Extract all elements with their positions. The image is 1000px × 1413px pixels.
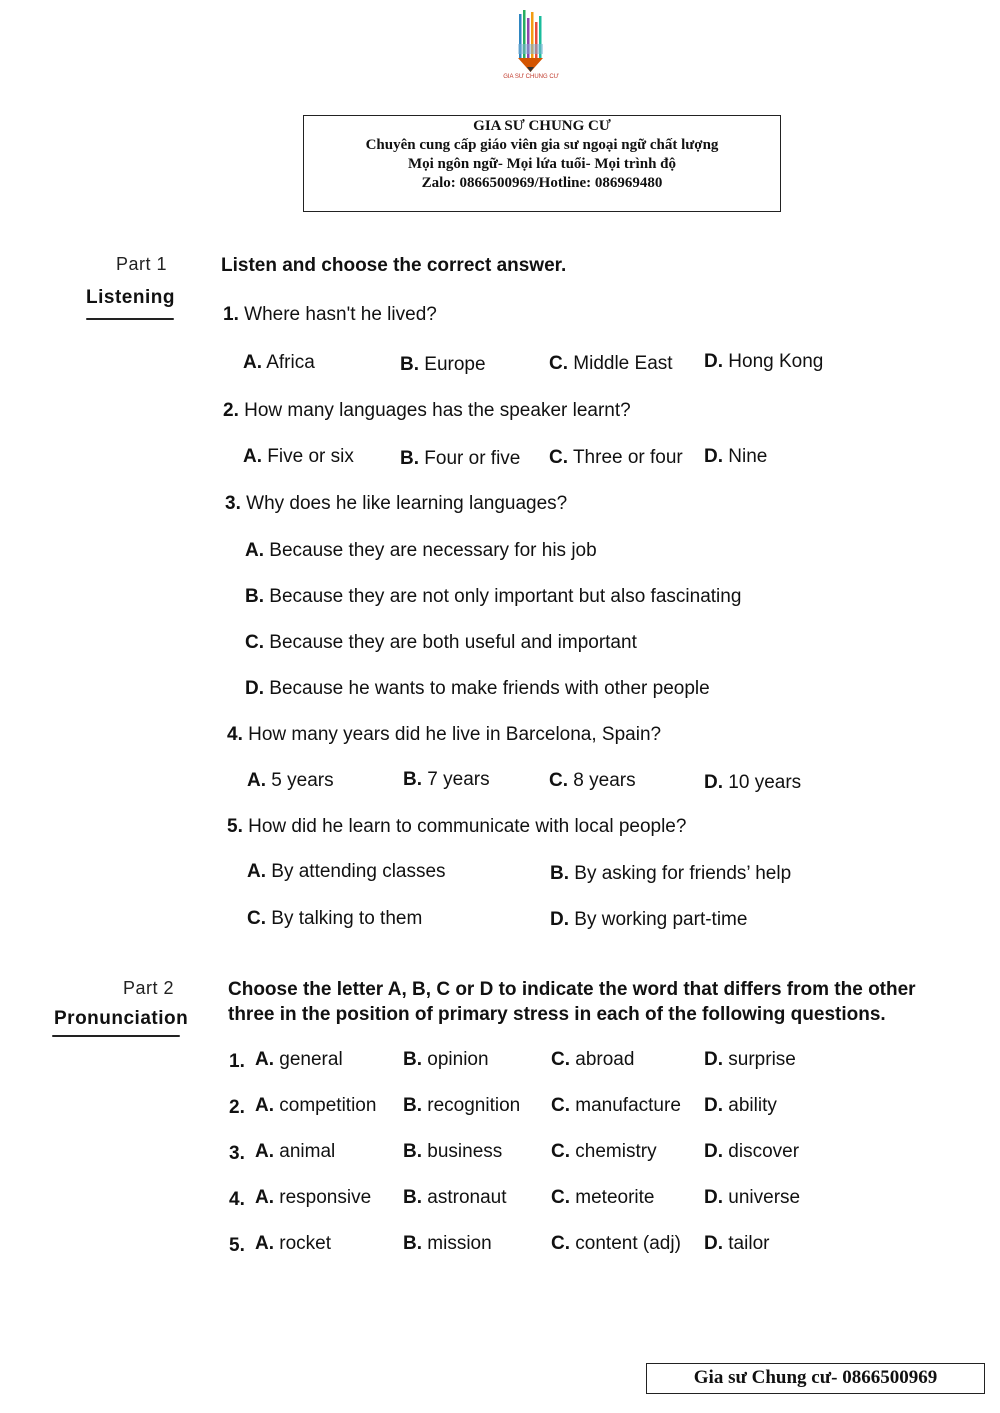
part2-q4-option-d[interactable]: D. universe — [704, 1187, 801, 1208]
header-title: GIA SƯ CHUNG CƯ — [473, 118, 611, 134]
pencil-logo-icon — [511, 8, 551, 74]
part1-underline — [86, 318, 174, 320]
part1-q5-option-a[interactable]: A. By attending classes — [247, 861, 446, 882]
part2-question-2-number: 2. — [229, 1097, 245, 1118]
part2-instruction-line2: three in the position of primary stress in each of the following questions. — [228, 1004, 886, 1025]
part1-q4-option-a[interactable]: A. 5 years — [247, 770, 334, 791]
header-tagline: Chuyên cung cấp giáo viên gia sư ngoại ngữ chất lượng — [365, 137, 719, 153]
part2-q2-option-b[interactable]: B. recognition — [403, 1095, 521, 1116]
footer-box — [646, 1363, 985, 1394]
part2-q3-option-d[interactable]: D. discover — [704, 1141, 800, 1162]
part1-q3-option-c[interactable]: C. Because they are both useful and important — [245, 632, 637, 653]
part1-q3-option-b[interactable]: B. Because they are not only important but also fascinating — [245, 586, 742, 607]
part2-question-4-number: 4. — [229, 1189, 245, 1210]
part1-q4-option-d[interactable]: D. 10 years — [704, 772, 802, 793]
part1-q5-option-d[interactable]: D. By working part-time — [550, 909, 748, 930]
part2-label: Part 2 — [123, 978, 175, 998]
part1-q1-option-a[interactable]: A. Africa — [243, 352, 315, 373]
part2-q2-option-c[interactable]: C. manufacture — [551, 1095, 681, 1116]
part2-instruction-line1: Choose the letter A, B, C or D to indicate the word that differs from the other — [228, 979, 916, 1000]
part1-q4-option-b[interactable]: B. 7 years — [403, 769, 490, 790]
part2-q3-option-b[interactable]: B. business — [403, 1141, 503, 1162]
part1-q3-option-d[interactable]: D. Because he wants to make friends with other people — [245, 678, 710, 699]
part1-question-1: 1. Where hasn't he lived? — [223, 304, 437, 325]
part1-question-5: 5. How did he learn to communicate with local people? — [227, 816, 687, 837]
part1-q4-option-c[interactable]: C. 8 years — [549, 770, 636, 791]
part1-q1-option-b[interactable]: B. Europe — [400, 354, 486, 375]
part2-name: Pronunciation — [54, 1008, 189, 1029]
part1-q2-option-b[interactable]: B. Four or five — [400, 448, 521, 469]
part2-q2-option-d[interactable]: D. ability — [704, 1095, 777, 1116]
part2-q5-option-d[interactable]: D. tailor — [704, 1233, 770, 1254]
part2-q3-option-a[interactable]: A. animal — [255, 1141, 336, 1162]
part1-q1-option-d[interactable]: D. Hong Kong — [704, 351, 824, 372]
part1-instruction: Listen and choose the correct answer. — [221, 255, 567, 276]
part2-q5-option-c[interactable]: C. content (adj) — [551, 1233, 681, 1254]
part2-instruction — [228, 977, 928, 1027]
logo-caption: GIA SƯ CHUNG CƯ — [503, 74, 559, 80]
header-box — [303, 115, 781, 212]
part1-q5-option-b[interactable]: B. By asking for friends’ help — [550, 863, 792, 884]
part2-q4-option-c[interactable]: C. meteorite — [551, 1187, 655, 1208]
part1-question-3: 3. Why does he like learning languages? — [225, 493, 568, 514]
part2-q1-option-a[interactable]: A. general — [255, 1049, 343, 1070]
logo — [496, 8, 566, 92]
footer-text: Gia sư Chung cư- 0866500969 — [693, 1367, 938, 1388]
header-contact: Zalo: 0866500969/Hotline: 086969480 — [421, 175, 663, 191]
part1-question-2: 2. How many languages has the speaker learnt? — [223, 400, 631, 421]
part1-q2-option-d[interactable]: D. Nine — [704, 446, 768, 467]
part2-q5-option-b[interactable]: B. mission — [403, 1233, 492, 1254]
part1-name: Listening — [86, 287, 175, 308]
part2-underline — [52, 1035, 180, 1037]
part2-question-5-number: 5. — [229, 1235, 245, 1256]
part2-q2-option-a[interactable]: A. competition — [255, 1095, 377, 1116]
header-slogan: Mọi ngôn ngữ- Mọi lứa tuổi- Mọi trình độ — [407, 156, 676, 172]
part2-q1-option-c[interactable]: C. abroad — [551, 1049, 635, 1070]
part1-q5-option-c[interactable]: C. By talking to them — [247, 908, 423, 929]
part2-q1-option-d[interactable]: D. surprise — [704, 1049, 796, 1070]
part1-q2-option-a[interactable]: A. Five or six — [243, 446, 354, 467]
part1-question-4: 4. How many years did he live in Barcelona, Spain? — [227, 724, 662, 745]
part2-question-3-number: 3. — [229, 1143, 245, 1164]
part2-q5-option-a[interactable]: A. rocket — [255, 1233, 332, 1254]
part1-q3-option-a[interactable]: A. Because they are necessary for his job — [245, 540, 597, 561]
part2-q4-option-b[interactable]: B. astronaut — [403, 1187, 507, 1208]
part1-label: Part 1 — [116, 254, 168, 274]
part1-q1-option-c[interactable]: C. Middle East — [549, 353, 673, 374]
part2-q1-option-b[interactable]: B. opinion — [403, 1049, 489, 1070]
part2-q3-option-c[interactable]: C. chemistry — [551, 1141, 657, 1162]
part2-q4-option-a[interactable]: A. responsive — [255, 1187, 372, 1208]
part1-q2-option-c[interactable]: C. Three or four — [549, 447, 683, 468]
part2-question-1-number: 1. — [229, 1051, 245, 1072]
